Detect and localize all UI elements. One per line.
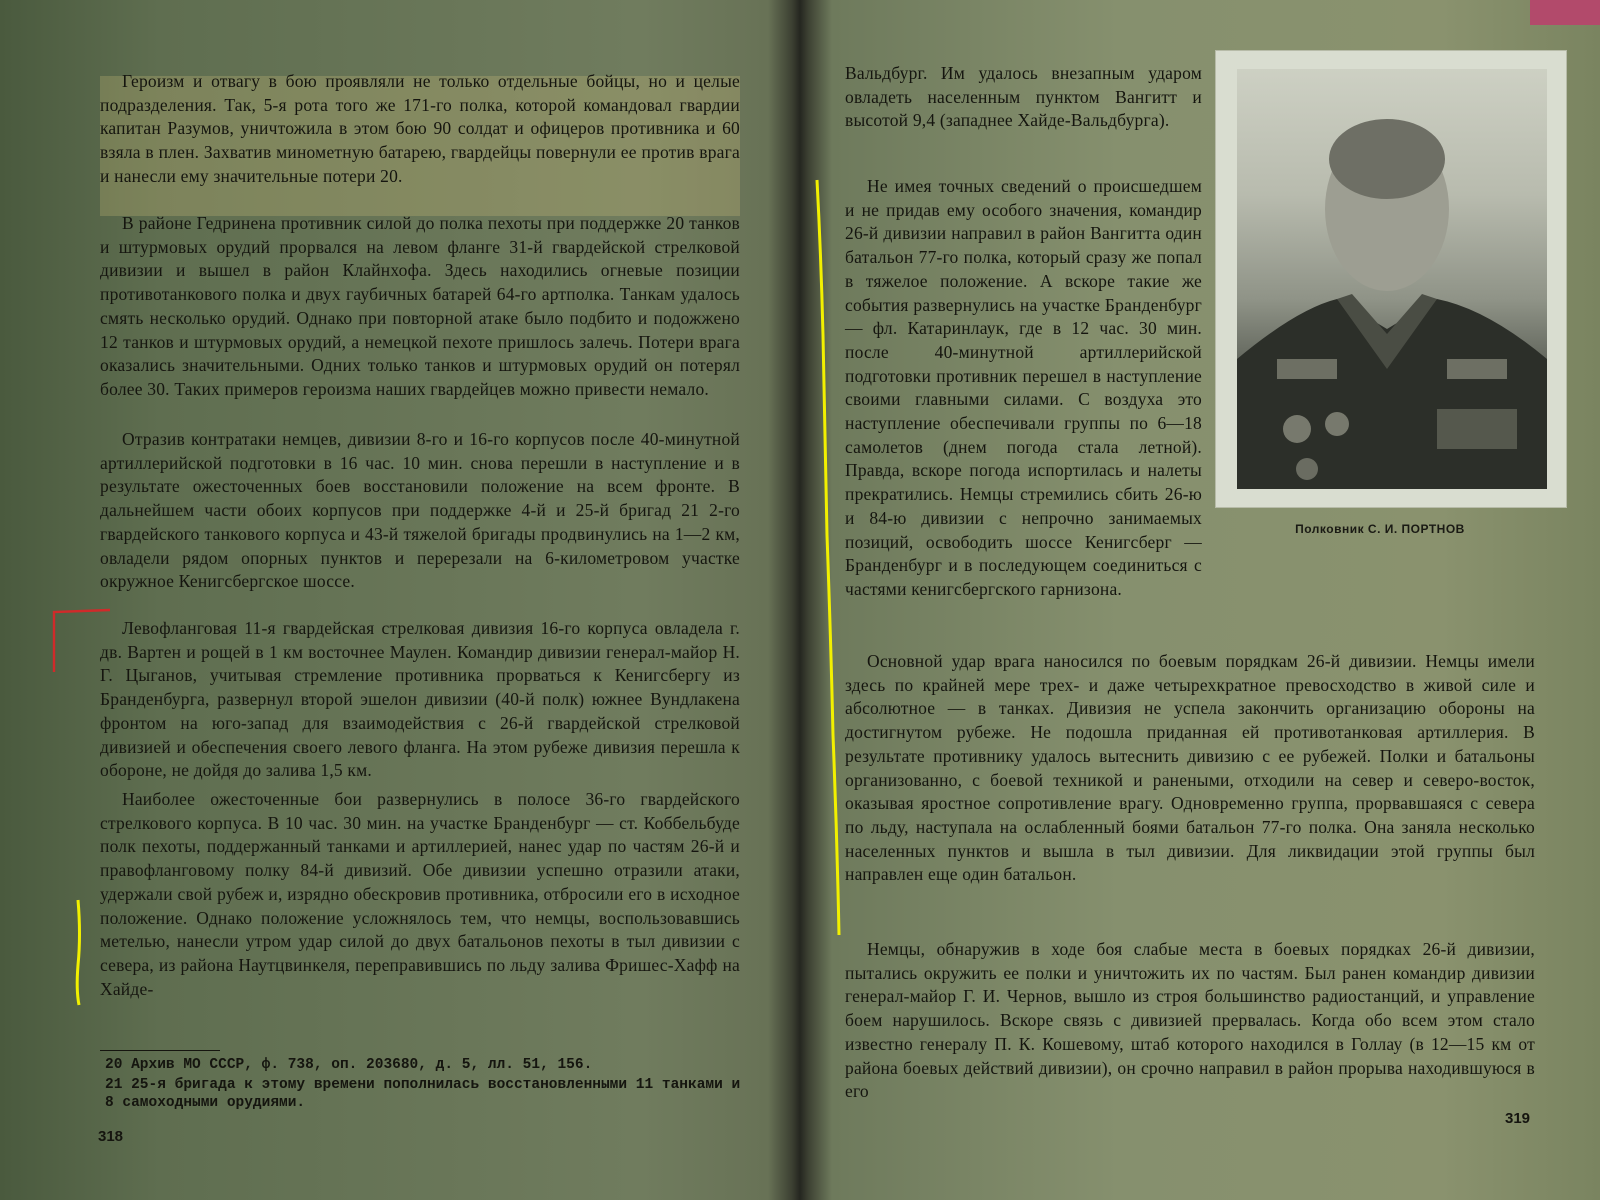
red-bracket-mark xyxy=(40,590,120,680)
yellow-margin-mark-left xyxy=(68,895,88,1010)
left-paragraph-5: Наиболее ожесточенные бои развернулись в полосе 36-го гвардейского стрелкового корпуса. В 10 час. 30 мин. на участке Бранденбург — ст. Коббельбуде полк пехоты, поддержанный танками и артиллерией, нанес удар по частям 26-й и правофланговому полку 84-й дивизий. Обе дивизии успешно отразили атаки, удержали свой рубеж и, изрядно обескровив противника, отбросили его в исходное положение. Однако положение усложнялось тем, что немцы, воспользовавшись метелью, нанесли утром удар силой до двух батальонов пехоты в тыл дивизии с севера, из района Наутцвинкеля, переправившись по льду залива Фришес-Хафф на Хайде- xyxy=(100,789,740,999)
page-number-left: 318 xyxy=(98,1128,124,1145)
footnote-20: 20 Архив МО СССР, ф. 738, оп. 203680, д. 5, лл. 51, 156. xyxy=(105,1057,593,1073)
portrait-photo-frame xyxy=(1215,50,1567,508)
right-paragraph-4: Немцы, обнаружив в ходе боя слабые места в боевых порядках 26-й дивизии, пытались окружить ее полки и уничтожить их по частям. Был ранен командир дивизии генерал-майор Г. И. Чернов, вышло из строя большинство радиостанций, и управление боем нарушилось. Вскоре связь с дивизией прервалась. Когда обо всем этом стало известно генералу П. К. Кошевому, штаб которого находился в Голлау (в 12—15 км от района боевых действий дивизии), он срочно направил в район прорыва находившуюся в его xyxy=(845,939,1535,1102)
left-page xyxy=(0,0,790,1200)
page-number-right: 319 xyxy=(1505,1110,1531,1127)
left-paragraph-3: Отразив контратаки немцев, дивизии 8-го и 16-го корпусов после 40-минутной артиллерийской подготовки в 16 час. 10 мин. снова перешли в наступление и в результате ожесточенных боев восстановили положение на всем фронте. В дальнейшем части обоих корпусов при поддержке 4-й и 25-й бригад 21 2-го гвардейского танкового корпуса и 43-й тяжелой бригады продвинулись на 1—2 км, овладели рядом опорных пунктов и перерезали на 6-километровом участке окружное Кенигсбергское шоссе. xyxy=(100,429,740,592)
photo-caption: Полковник С. И. ПОРТНОВ xyxy=(1295,522,1465,536)
portrait-figure xyxy=(1237,69,1547,489)
footnote-21: 21 25-я бригада к этому времени пополнилась восстановленными 11 танками и 8 самоходными орудиями. xyxy=(105,1077,741,1111)
right-paragraph-2: Не имея точных сведений о происшедшем и не придав ему особого значения, командир 26-й дивизии направил в район Вангитта один батальон 77-го полка, который сразу же попал в тяжелое положение. А вскоре такие же события развернулись на участке Бранденбург — фл. Катаринлаук, где в 12 час. 30 мин. после 40-минутной артиллерийской подготовки противник перешел в наступление своими главными силами. С воздуха это наступление обеспечивали группы по 6—18 самолетов (днем погода стала летной). Правда, вскоре погода испортилась и налеты прекратились. Немцы стремились сбить 26-ю и 84-ю дивизии с непрочно занимаемых позиций, освободить шоссе Кенигсберг — Бранденбург и в последующем соединиться с частями кенигсбергского гарнизона. xyxy=(845,176,1202,599)
left-paragraph-4: Левофланговая 11-я гвардейская стрелковая дивизия 16-го корпуса овладела г. дв. Вартен и рощей в 1 км восточнее Маулен. Командир дивизии генерал-майор Н. Г. Цыганов, учитывая стремление противника прорваться к Кенигсбергу из Бранденбурга, развернул второй эшелон дивизии (40-й полк) южнее Вундлакена фронтом на юго-запад для взаимодействия с 26-й гвардейской стрелковой дивизией и обеспечения своего левого фланга. На этом рубеже дивизия перешла к обороне, не дойдя до залива 1,5 км. xyxy=(100,618,740,781)
yellow-margin-mark-right xyxy=(805,175,845,945)
portrait-photo xyxy=(1237,69,1547,489)
footnote-divider xyxy=(100,1050,220,1051)
left-paragraph-2: В районе Гедринена противник силой до полка пехоты при поддержке 20 танков и штурмовых орудий прорвался на левом фланге 31-й гвардейской стрелковой дивизии и вышел в район Клайнхофа. Здесь находились огневые позиции противотанкового полка и двух гаубичных батарей 64-го артполка. Танкам удалось смять несколько орудий. Однако при повторной атаке было подбито и подожжено 12 танков и штурмовых орудий, а немецкой пехоте пришлось залечь. Потери врага оказались значительными. Одних только танков и штурмовых орудий он потерял более 30. Таких примеров героизма наших гвардейцев можно привести немало. xyxy=(100,213,740,399)
right-paragraph-3: Основной удар врага наносился по боевым порядкам 26-й дивизии. Немцы имели здесь по крайней мере трех- и даже четырехкратное превосходство в живой силе и абсолютное — в танках. Дивизия не успела закончить организацию обороны на достигнутом рубеже. Не подошла приданная ей противотанковая артиллерия. В результате противнику удалось вытеснить дивизию с ее рубежей. Полки и батальоны организованно, с боевой техникой и ранеными, отходили на север и северо-восток, оказывая яростное сопротивление врагу. Одновременно группа, прорвавшаяся с севера по льду, наступала на ослабленный боями батальон 77-го полка. Она заняла несколько населенных пунктов и вышла в тыл дивизии. Для ликвидации этой группы был направлен еще один батальон. xyxy=(845,651,1535,885)
right-paragraph-1: Вальдбург. Им удалось внезапным ударом овладеть населенным пунктом Вангитт и высотой 9,4 (западнее Хайде-Вальдбурга). xyxy=(845,63,1202,131)
left-paragraph-1: Героизм и отвагу в бою проявляли не только отдельные бойцы, но и целые подразделения. Так, 5-я рота того же 171-го полка, которой командовал гвардии капитан Разумов, уничтожила в этом бою 90 солдат и офицеров противника и 60 взяла в плен. Захватив минометную батарею, гвардейцы повернули ее против врага и нанесли ему значительные потери 20. xyxy=(100,71,740,186)
